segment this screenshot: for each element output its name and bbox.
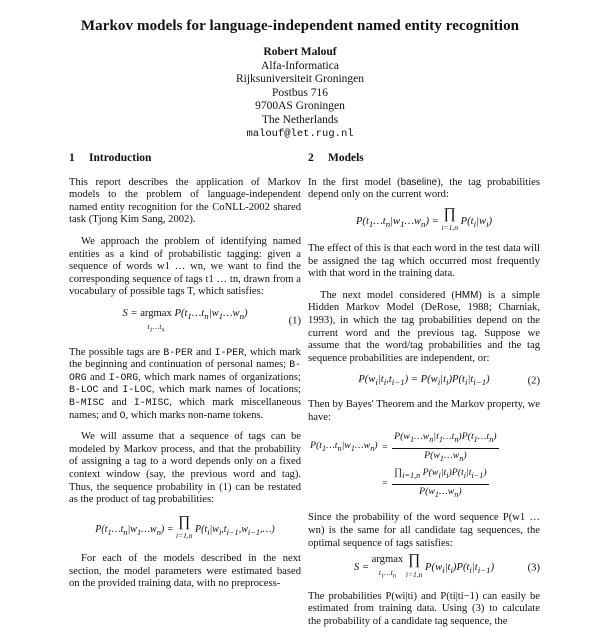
equation-number: (2) xyxy=(527,375,540,387)
affiliation-line: Postbus 716 xyxy=(272,86,328,99)
tag-label: O xyxy=(119,409,126,421)
tag-label: I-LOC xyxy=(122,384,152,396)
tag-label: I-PER xyxy=(214,346,245,358)
models-paragraph-3: The next model considered (HMM) is a simple Hidden Markov Model (DeRose, 1988; Charniak, 1993), in which the tag probabilities depend on the current word and the previous tag. Suppose we assume that the word/tag probabilities and the tag sequence probabilities are independent, or: xyxy=(308,289,540,364)
tag-label: I-ORG xyxy=(108,371,139,383)
equation-3: S = argmax $t_1\dots t_n$ ∏ i=1,n $P(w_i|t_i)P(t_i|t_{i-1})$ (3) xyxy=(353,552,540,580)
equation-baseline: $P(t_1\dots t_n|w_1\dots w_n)$ = ∏ i=1,n $P(t_i|w_i)$ xyxy=(355,205,493,233)
intro-paragraph-4: We will assume that a sequence of tags can be modeled by Markov process, and that the probability of assigning a tag to a word depends only on a fixed context window (say, the previous word and tag). Thus, the sequence probability in (1) can be restated as the product of tag probabilities: xyxy=(69,431,301,506)
equation-number: (1) xyxy=(288,315,301,327)
models-paragraph-6: The probabilities P(wi|ti) and P(ti|ti−1) can easily be estimated from training data. Using (3) to calculate the probability of a candidate tag sequence, the xyxy=(308,590,540,628)
intro-paragraph-2: We approach the problem of identifying named entities as a kind of probabilistic tagging: given a sequence of words w1 … wn, we want to find the corresponding sequence of tags t1 … tn, drawn from a vocabulary of possible tags T, which satisfies: xyxy=(69,235,301,298)
equation-product: $P(t_1\dots t_n|w_1\dots w_n)$ = ∏ i=1,n $P(t_i|w_i,t_{i-1},w_{i-1},\dots)$ xyxy=(95,513,275,541)
intro-paragraph-3: The possible tags are B-PER and I-PER, which mark the beginning and continuation of personal names; B-ORG and I-ORG, which mark names of organizations; B-LOC and I-LOC, which mark names of locations; B-MISC and I-MISC, which mark miscellaneous names; and O, which marks non-name tokens. xyxy=(69,346,302,421)
tag-label: B-MISC xyxy=(69,397,105,408)
models-paragraph-5: Since the probability of the word sequence P(w1 … wn) is the same for all candidate tag sequences, the optimal sequence of tags satisfies: xyxy=(308,512,540,549)
model-name-hmm: HMM xyxy=(454,289,479,301)
equation-1: S = argmax $t_1\dots t_n$ $P(t_1\dots t_n|w_1\dots w_n)$ (1) xyxy=(122,307,301,334)
models-paragraph-4: Then by Bayes' Theorem and the Markov property, we have: xyxy=(308,399,540,423)
paper-title: Markov models for language-independent named entity recognition xyxy=(80,18,520,34)
affiliation-line: Alfa-Informatica xyxy=(261,59,339,72)
affiliation-line: The Netherlands xyxy=(261,113,339,126)
tag-label: B-LOC xyxy=(69,384,99,396)
right-column xyxy=(308,152,540,638)
equation-bayes: $P(t_1\dots t_n|w_1\dots w_n)$ = $\frac{P(w_1\dots w_n|t_1\dots t_n)P(t_1\dots t_n)}{P(w_1\dots w_n)}$ = $\frac{\prod_{i=1,n} P(w_i|t_i)P(t_i|t_{i-1})}{P(w_1\dots w_n)}$ xyxy=(310,431,497,499)
author-block xyxy=(0,46,600,141)
model-name-baseline: baseline xyxy=(400,176,438,188)
intro-paragraph-1: This report describes the application of Markov models to the problem of language-independent named entity recognition for the CoNLL-2002 shared task (Tjong Kim Sang, 2002). xyxy=(69,176,301,226)
intro-paragraph-5: For each of the models described in the next section, the model parameters were estimated based on the provided training data, with no preprocess- xyxy=(69,552,301,590)
equation-2: $P(w_i|t_i,t_{i-1}) = P(w_i|t_i)P(t_i|t_{i-1})$ (2) xyxy=(358,374,540,388)
equation-number: (3) xyxy=(527,562,540,574)
models-paragraph-1: In the first model (baseline), the tag probabilities depend only on the current word: xyxy=(308,176,541,201)
author-email: malouf@let.rug.nl xyxy=(246,127,354,140)
left-column xyxy=(69,152,301,600)
section-heading-introduction: 1 Introduction xyxy=(69,152,152,164)
affiliation-line: 9700AS Groningen xyxy=(255,100,345,113)
tag-label: B-PER xyxy=(163,346,193,358)
author-name: Robert Malouf xyxy=(263,46,337,58)
section-heading-models: 2 Models xyxy=(308,152,364,164)
models-paragraph-2: The effect of this is that each word in the test data will be assigned the tag which occurred most frequently with that word in the training data. xyxy=(308,242,540,280)
tag-label: B-ORG xyxy=(69,359,301,383)
tag-label: I-MISC xyxy=(133,397,170,408)
affiliation-line: Rijksuniversiteit Groningen xyxy=(235,73,365,86)
